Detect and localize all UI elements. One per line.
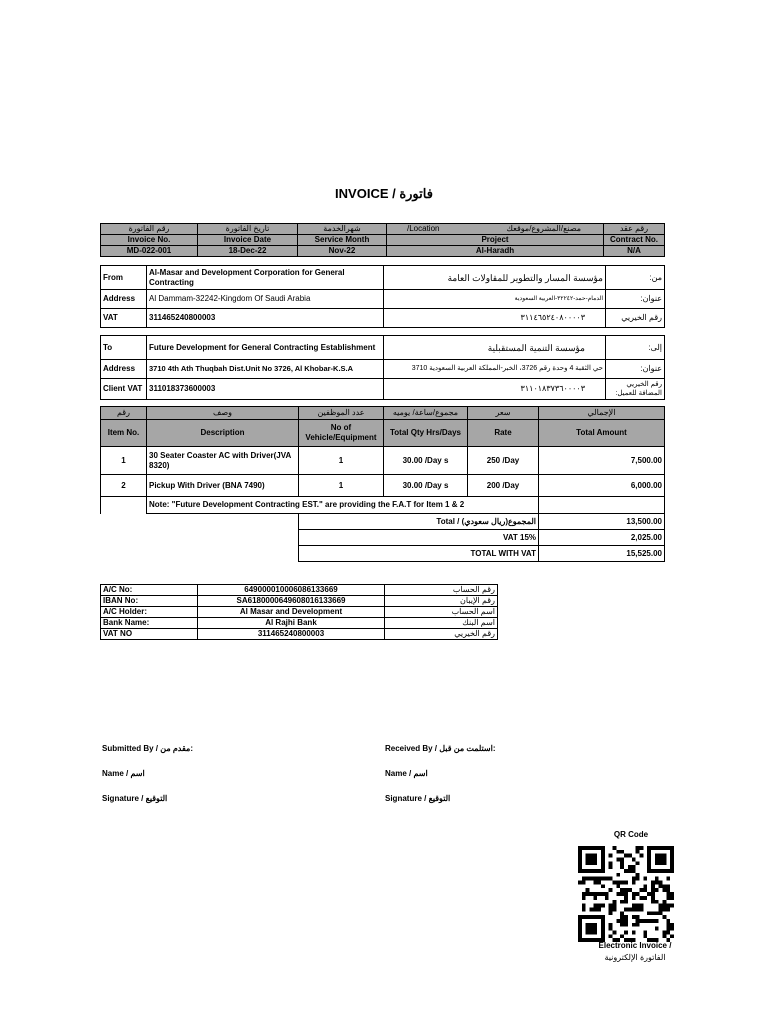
note-total-blank [539, 497, 665, 514]
iban-label: IBAN No: [101, 596, 198, 607]
from-vat-ar: ٣١١٤٦٥٢٤٠٨٠٠٠٠٣ [384, 309, 606, 328]
ac-no-label-ar: رقم الحساب [385, 585, 498, 596]
service-month-label-ar: شهرالخدمة [298, 224, 387, 235]
project-label: Project [387, 235, 604, 246]
ac-holder-label-ar: اسم الحساب [385, 607, 498, 618]
project-value: Al-Haradh [387, 246, 604, 257]
from-address-label: Address [101, 290, 147, 309]
totals-spacer [101, 530, 299, 546]
invoice-no-label: Invoice No. [101, 235, 198, 246]
item-total: 6,000.00 [539, 475, 665, 497]
received-name-label: Name / اسم [385, 769, 428, 778]
contract-no-label-ar: رقم عقد [604, 224, 665, 235]
from-name-en: Al-Masar and Development Corporation for General Contracting [147, 266, 384, 290]
bank-name-label: Bank Name: [101, 618, 198, 629]
project-label-ar: /Location مصنع/المشروع/موقعك [387, 224, 604, 235]
invoice-no-label-ar: رقم الفاتورة [101, 224, 198, 235]
service-month-label: Service Month [298, 235, 387, 246]
item-rate: 250 /Day [468, 447, 539, 475]
to-name-en: Future Development for General Contracting Establishment [147, 336, 384, 360]
item-days: 30.00 /Day s [384, 475, 468, 497]
qr-code-icon [578, 846, 674, 942]
qr-code-label: QR Code [613, 830, 649, 839]
vat-no-label-ar: رقم الخيريي [385, 629, 498, 640]
table-row [101, 447, 665, 475]
received-signature-label: Signature / التوقيع [385, 794, 451, 803]
item-description: 30 Seater Coaster AC with Driver(JVA 8320) [147, 447, 299, 475]
invoice-no-value: MD-022-001 [101, 246, 198, 257]
total-value: 13,500.00 [539, 514, 665, 530]
to-label-ar: إلى: [606, 336, 665, 360]
from-name-ar: مؤسسة المسار والتطوير للمقاولات العامة [384, 266, 606, 290]
invoice-header-table [100, 223, 665, 257]
total-head: Total Amount [539, 420, 665, 447]
vat-value: 2,025.00 [539, 530, 665, 546]
item-days: 30.00 /Day s [384, 447, 468, 475]
vat-no-value: 311465240800003 [198, 629, 385, 640]
grand-total-label: TOTAL WITH VAT [299, 546, 539, 562]
from-vat-en: 311465240800003 [147, 309, 384, 328]
bank-name-label-ar: اسم البنك [385, 618, 498, 629]
to-label: To [101, 336, 147, 360]
client-vat-ar: ٣١١٠١٨٣٧٣٦٠٠٠٠٣ [384, 379, 606, 400]
to-address-label-ar: عنوان: [606, 360, 665, 379]
from-label-ar: من: [606, 266, 665, 290]
location-label: /Location [407, 224, 440, 233]
service-month-value: Nov-22 [298, 246, 387, 257]
from-address-en: Al Dammam-32242-Kingdom Of Saudi Arabia [147, 290, 384, 309]
bank-name-value: Al Rajhi Bank [198, 618, 385, 629]
client-vat-label-ar: رقم الخيريي المضافة للعميل: [606, 379, 665, 400]
invoice-date-label: Invoice Date [198, 235, 298, 246]
rate-head-ar: سعر [468, 407, 539, 420]
invoice-date-value: 18-Dec-22 [198, 246, 298, 257]
ac-no-value: 649000010006086133669 [198, 585, 385, 596]
contract-no-value: N/A [604, 246, 665, 257]
from-label: From [101, 266, 147, 290]
from-address-ar: الدمام-حمد-٣٢٢٤٢-العربية السعودية [384, 290, 606, 309]
submitted-signature-label: Signature / التوقيع [102, 794, 168, 803]
from-vat-label: VAT [101, 309, 147, 328]
ac-holder-value: Al Masar and Development [198, 607, 385, 618]
table-row [101, 475, 665, 497]
submitted-name-label: Name / اسم [102, 769, 145, 778]
qr-caption-en: Electronic Invoice / [598, 941, 672, 950]
vat-label: VAT 15% [299, 530, 539, 546]
item-no-head: Item No. [101, 420, 147, 447]
bank-details-table [100, 584, 498, 640]
note-spacer [101, 497, 147, 514]
total-head-ar: الإجمالي [539, 407, 665, 420]
item-total: 7,500.00 [539, 447, 665, 475]
description-head-ar: وصف [147, 407, 299, 420]
invoice-date-label-ar: تاريخ الفاتورة [198, 224, 298, 235]
to-name-ar: مؤسسة التنمية المستقبلية [384, 336, 606, 360]
rate-head: Rate [468, 420, 539, 447]
grand-total-value: 15,525.00 [539, 546, 665, 562]
total-label: Total / المجموع(ريال سعودي) [299, 514, 539, 530]
from-address-label-ar: عنوان: [606, 290, 665, 309]
ac-holder-label: A/C Holder: [101, 607, 198, 618]
vehicles-head: No of Vehicle/Equipment [299, 420, 384, 447]
item-no-head-ar: رقم [101, 407, 147, 420]
description-head: Description [147, 420, 299, 447]
totals-spacer [101, 514, 299, 530]
vehicles-head-ar: عدد الموظفين [299, 407, 384, 420]
item-vehicles: 1 [299, 447, 384, 475]
from-vat-label-ar: رقم الخيريي [606, 309, 665, 328]
client-vat-label: Client VAT [101, 379, 147, 400]
qty-head: Total Qty Hrs/Days [384, 420, 468, 447]
item-description: Pickup With Driver (BNA 7490) [147, 475, 299, 497]
item-no: 2 [101, 475, 147, 497]
iban-label-ar: رقم الإيبان [385, 596, 498, 607]
client-vat-en: 311018373600003 [147, 379, 384, 400]
received-by-label: Received By / استلمت من قبل: [385, 744, 496, 753]
vat-no-label: VAT NO [101, 629, 198, 640]
to-address-en: 3710 4th Ath Thuqbah Dist.Unit No 3726, Al Khobar-K.S.A [147, 360, 384, 379]
from-table [100, 265, 665, 328]
submitted-by-label: Submitted By / مقدم من: [102, 744, 193, 753]
qr-caption-ar: الفاتورة الإلكترونية [604, 953, 666, 962]
qty-head-ar: مجموع/ساعة/ يوميه [384, 407, 468, 420]
totals-spacer [101, 546, 299, 562]
item-vehicles: 1 [299, 475, 384, 497]
ac-no-label: A/C No: [101, 585, 198, 596]
note-text: Note: "Future Development Contracting EST." are providing the F.A.T for Item 1 & 2 [147, 497, 539, 514]
to-table [100, 335, 665, 400]
iban-value: SA6180000649608016133669 [198, 596, 385, 607]
item-rate: 200 /Day [468, 475, 539, 497]
to-address-label: Address [101, 360, 147, 379]
contract-no-label: Contract No. [604, 235, 665, 246]
page-title: INVOICE / فاتورة [335, 186, 433, 201]
item-no: 1 [101, 447, 147, 475]
to-address-ar: حي الثقبة 4 وحدة رقم 3726، الخبر-المملكة العربية السعودية 3710 [384, 360, 606, 379]
items-table [100, 406, 665, 562]
